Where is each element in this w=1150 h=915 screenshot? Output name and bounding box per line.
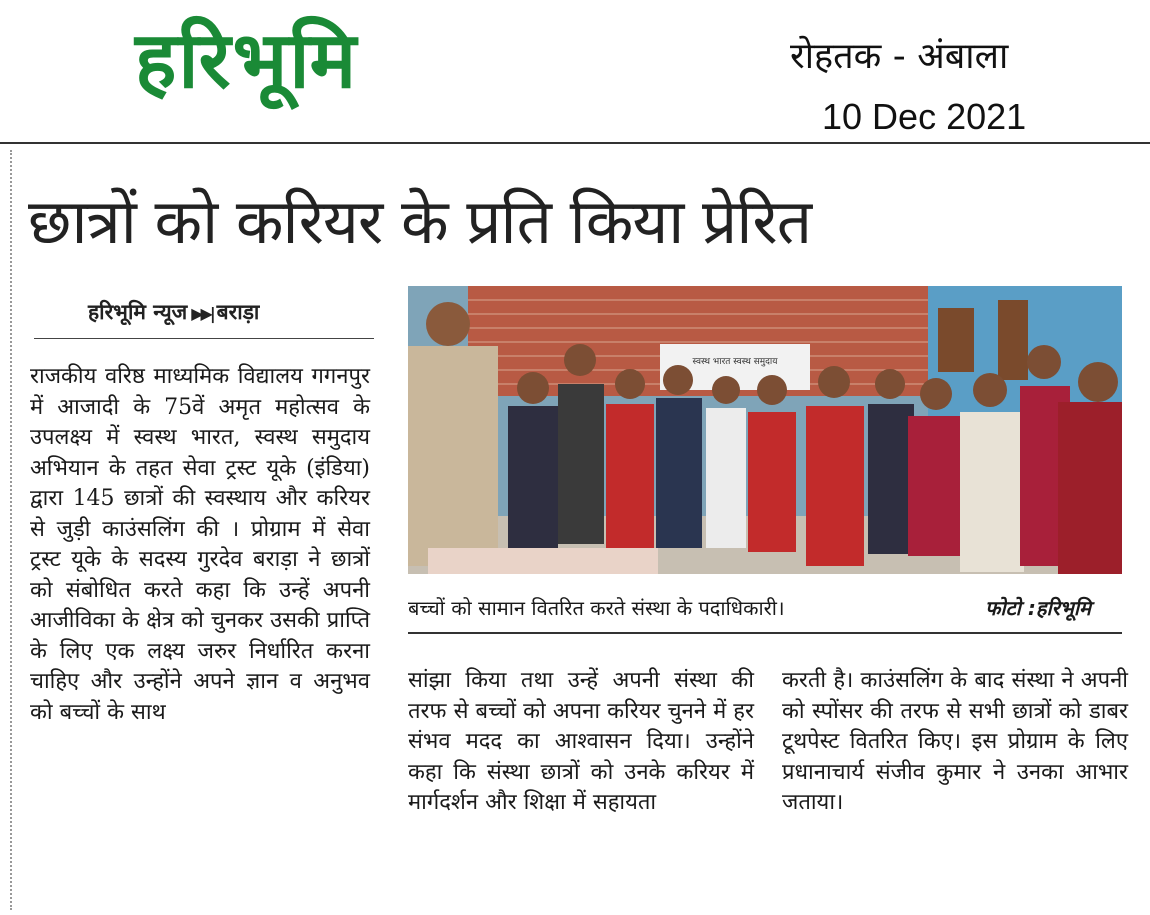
masthead-divider [0,142,1150,144]
article-column-3: करती है। काउंसलिंग के बाद संस्था ने अपनी को स्पोंसर की तरफ से सभी छात्रों को डाबर टूथपेस्ट वितरित किए। इस प्रोग्राम के लिए प्रधानाचार्य संजीव कुमार ने उनका आभार जताया। [782,668,1128,815]
byline-place: बराड़ा [216,300,260,324]
article-column-1: राजकीय वरिष्ठ माध्यमिक विद्यालय गगनपुर में आजादी के 75वें अमृत महोत्सव के उपलक्ष्य में स्वस्थ भारत, स्वस्थ समुदाय अभियान के तहत सेवा ट्रस्ट यूके (इंडिया) द्वारा 145 छात्रों की स्वस्थाय और करियर से जुड़ी काउंसलिंग की । प्रोग्राम में सेवा ट्रस्ट यूके के सदस्य गुरदेव बराड़ा ने छात्रों को संबोधित करते कहा कि उन्हें अपनी आजीविका के क्षेत्र को चुनकर उसकी प्राप्ति के लिए एक लक्ष्य जरुर निर्धारित करना चाहिए और उन्होंने अपने ज्ञान व अनुभव को बच्चों के साथ [30,364,370,725]
photo-credit: फोटो :हरिभूमि [985,596,1092,620]
byline-arrow-icon: ▶▶| [191,304,213,323]
photo-banner-text: स्वस्थ भारत स्वस्थ समुदाय [692,357,778,367]
photo-caption: बच्चों को सामान वितरित करते संस्था के पदाधिकारी। [408,596,785,620]
masthead [0,0,1150,140]
byline-source: हरिभूमि न्यूज [88,300,188,324]
article-photo [408,286,1122,574]
column-dotted-divider [10,150,12,910]
edition-name: रोहतक - अंबाला [790,36,1009,77]
article-column-2: सांझा किया तथा उन्हें अपनी संस्था की तरफ से बच्चों को अपना करियर चुनने में हर संभव मदद का आश्वासन दिया। उन्होंने कहा कि संस्था छात्रों को उनके करियर में मार्गदर्शन और शिक्षा में सहायता [408,668,754,815]
newspaper-logo: हरिभूमि [135,15,359,106]
publication-date: 10 Dec 2021 [822,96,1027,137]
caption-divider [408,632,1122,634]
article-headline: छात्रों को करियर के प्रति किया प्रेरित [28,185,812,258]
byline-divider [34,338,374,339]
byline [88,298,259,326]
